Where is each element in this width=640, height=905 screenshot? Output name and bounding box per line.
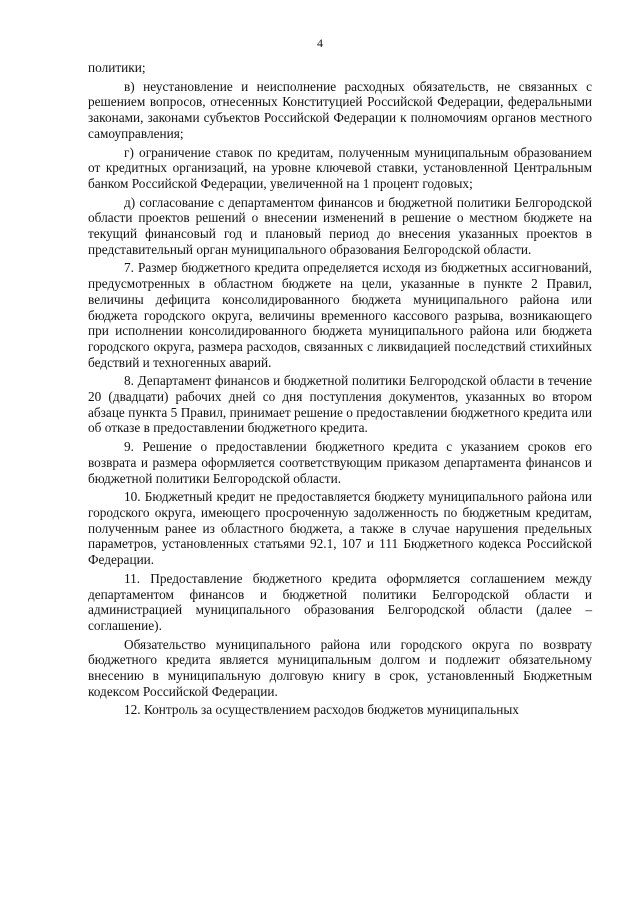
paragraph-7: 7. Размер бюджетного кредита определяется исходя из бюджетных ассигнований, предусмотренных в областном бюджете на цели, указанные в пункте 2 Правил, величины дефицита консолидированного бюджета муниципального района или бюджета городского округа, величины временного кассового разрыва, возникающего при исполнении консолидированного бюджета муниципального района или бюджета городского округа, размера расходов, связанных с ликвидацией последствий стихийных бедствий и техногенных аварий. bbox=[88, 260, 592, 370]
paragraph-obligation: Обязательство муниципального района или городского округа по возврату бюджетного кредита является муниципальным долгом и подлежит обязательному внесению в муниципальную долговую книгу в срок, установленный Бюджетным кодексом Российской Федерации. bbox=[88, 636, 592, 699]
paragraph-11: 11. Предоставление бюджетного кредита оформляется соглашением между департаментом финансов и бюджетной политики Белгородской области и администрацией муниципального образования Белгородской области (далее – соглашение). bbox=[88, 570, 592, 633]
paragraph-item-g: г) ограничение ставок по кредитам, полученным муниципальным образованием от кредитных организаций, на уровне ключевой ставки, установленной Центральным банком Российской Федерации, увеличенной на 1 процент годовых; bbox=[88, 144, 592, 191]
paragraph-12: 12. Контроль за осуществлением расходов бюджетов муниципальных bbox=[124, 702, 519, 718]
paragraph-politics-continuation: политики; bbox=[88, 60, 146, 75]
paragraph-item-v: в) неустановление и неисполнение расходных обязательств, не связанных с решением вопросов, отнесенных Конституцией Российской Федерации, федеральными законами, законами субъектов Российской Федерации к полномочиям органов местного самоуправления; bbox=[88, 78, 592, 141]
paragraph-8: 8. Департамент финансов и бюджетной политики Белгородской области в течение 20 (двадцати) рабочих дней со дня поступления документов, указанных во втором абзаце пункта 5 Правил, принимает решение о предоставлении бюджетного кредита или об отказе в предоставлении бюджетного кредита. bbox=[88, 373, 592, 436]
document-body bbox=[88, 60, 592, 721]
paragraph-10: 10. Бюджетный кредит не предоставляется бюджету муниципального района или городского округа, имеющего просроченную задолженность по бюджетным кредитам, полученным ранее из областного бюджета, а также в случае нарушения предельных параметров, установленных статьями 92.1, 107 и 111 Бюджетного кодекса Российской Федерации. bbox=[88, 489, 592, 568]
paragraph-item-d: д) согласование с департаментом финансов и бюджетной политики Белгородской области проектов решений о внесении изменений в решение о местном бюджете на текущий финансовый год и плановый период до внесения указанных проектов в представительный орган муниципального образования Белгородской области. bbox=[88, 194, 592, 257]
paragraph-9: 9. Решение о предоставлении бюджетного кредита с указанием сроков его возврата и размера оформляется соответствующим приказом департамента финансов и бюджетной политики Белгородской области. bbox=[88, 439, 592, 486]
page-number: 4 bbox=[317, 36, 323, 50]
